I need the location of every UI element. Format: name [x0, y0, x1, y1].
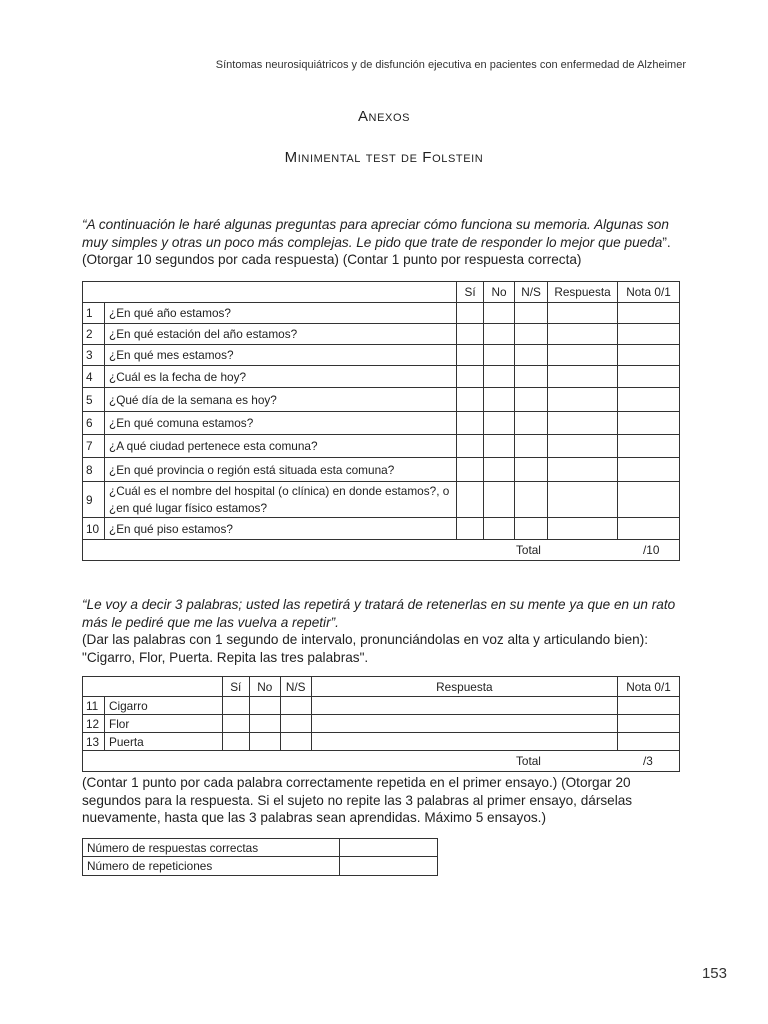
answer-no-cell[interactable]	[484, 435, 515, 458]
intro-paragraph-1	[82, 216, 687, 269]
col-nota: Nota 0/1	[618, 282, 680, 303]
recall-table	[82, 676, 680, 772]
answer-no-cell[interactable]	[484, 303, 515, 324]
header-spacer	[83, 677, 223, 697]
word-text: Flor	[104, 715, 222, 733]
answer-no-cell[interactable]	[484, 518, 515, 540]
answer-ns-cell[interactable]	[280, 697, 311, 715]
answer-si-cell[interactable]	[457, 324, 484, 345]
header-spacer	[83, 282, 457, 303]
question-text: ¿En qué comuna estamos?	[104, 412, 456, 435]
total-value: /10	[643, 543, 660, 557]
row-number: 6	[83, 412, 105, 435]
response-cell[interactable]	[548, 458, 618, 482]
score-cell[interactable]	[618, 435, 680, 458]
score-cell[interactable]	[618, 324, 680, 345]
col-no: No	[484, 282, 515, 303]
summary-table	[82, 838, 438, 876]
answer-no-cell[interactable]	[484, 482, 515, 518]
score-cell[interactable]	[618, 715, 680, 733]
table-row	[83, 733, 680, 751]
answer-ns-cell[interactable]	[515, 388, 548, 412]
answer-si-cell[interactable]	[222, 697, 249, 715]
answer-ns-cell[interactable]	[280, 715, 311, 733]
response-cell[interactable]	[548, 366, 618, 388]
score-cell[interactable]	[618, 366, 680, 388]
score-cell[interactable]	[618, 482, 680, 518]
answer-no-cell[interactable]	[484, 345, 515, 366]
answer-no-cell[interactable]	[484, 324, 515, 345]
question-text: ¿Qué día de la semana es hoy?	[104, 388, 456, 412]
answer-ns-cell[interactable]	[515, 412, 548, 435]
response-cell[interactable]	[548, 303, 618, 324]
total-row	[83, 751, 680, 772]
intro-note-2a: (Dar las palabras con 1 segundo de intervalo, pronunciándolas en voz alta y articulando bien):	[82, 632, 648, 647]
col-ns: N/S	[515, 282, 548, 303]
answer-ns-cell[interactable]	[515, 518, 548, 540]
intro-quote-1-end: ”.	[662, 234, 671, 250]
answer-ns-cell[interactable]	[515, 435, 548, 458]
total-label: Total	[516, 754, 541, 768]
answer-no-cell[interactable]	[484, 388, 515, 412]
answer-si-cell[interactable]	[457, 303, 484, 324]
answer-ns-cell[interactable]	[515, 324, 548, 345]
answer-no-cell[interactable]	[249, 715, 280, 733]
col-nota: Nota 0/1	[618, 677, 680, 697]
total-cell	[83, 751, 680, 772]
col-si: Sí	[222, 677, 249, 697]
row-number: 11	[83, 697, 105, 715]
answer-si-cell[interactable]	[457, 366, 484, 388]
total-row	[83, 540, 680, 561]
answer-ns-cell[interactable]	[280, 733, 311, 751]
answer-no-cell[interactable]	[484, 412, 515, 435]
intro-quote-2: “Le voy a decir 3 palabras; usted las repetirá y tratará de retenerlas en su mente ya que en un rato más le pediré que me las vuelva a repetir”.	[82, 597, 676, 630]
answer-si-cell[interactable]	[222, 733, 249, 751]
response-cell[interactable]	[548, 345, 618, 366]
row-number: 4	[83, 366, 105, 388]
question-text: ¿En qué estación del año estamos?	[104, 324, 456, 345]
table-row	[83, 482, 680, 518]
answer-si-cell[interactable]	[222, 715, 249, 733]
summary-label: Número de respuestas correctas	[83, 839, 340, 857]
annex-title: Anexos	[357, 108, 411, 125]
col-si: Sí	[457, 282, 484, 303]
intro-note-2b: "Cigarro, Flor, Puerta. Repita las tres palabras".	[82, 649, 369, 665]
orientation-table	[82, 281, 680, 561]
table-row	[83, 303, 680, 324]
test-title: Minimental test de Folstein	[284, 149, 484, 166]
table-row	[83, 366, 680, 388]
response-cell[interactable]	[548, 388, 618, 412]
answer-si-cell[interactable]	[457, 435, 484, 458]
response-cell[interactable]	[548, 482, 618, 518]
row-number: 2	[83, 324, 105, 345]
total-cell	[83, 540, 680, 561]
running-header: Síntomas neurosiquiátricos y de disfunción ejecutiva en pacientes con enfermedad de Alzheimer	[215, 59, 686, 71]
answer-ns-cell[interactable]	[515, 482, 548, 518]
table-row	[83, 697, 680, 715]
answer-ns-cell[interactable]	[515, 458, 548, 482]
table-row	[83, 412, 680, 435]
question-text: ¿Cuál es el nombre del hospital (o clínica) en donde estamos?, o ¿en qué lugar físico estamos?	[104, 482, 456, 518]
summary-value-cell[interactable]	[340, 839, 438, 857]
word-text: Puerta	[104, 733, 222, 751]
question-text: ¿En qué año estamos?	[104, 303, 456, 324]
summary-row	[83, 857, 438, 876]
row-number: 9	[83, 482, 105, 518]
response-cell[interactable]	[548, 412, 618, 435]
col-respuesta: Respuesta	[311, 677, 617, 697]
answer-no-cell[interactable]	[484, 458, 515, 482]
row-number: 8	[83, 458, 105, 482]
table-row	[83, 435, 680, 458]
answer-si-cell[interactable]	[457, 518, 484, 540]
answer-si-cell[interactable]	[457, 388, 484, 412]
response-cell[interactable]	[311, 715, 617, 733]
question-text: ¿A qué ciudad pertenece esta comuna?	[104, 435, 456, 458]
score-cell[interactable]	[618, 697, 680, 715]
intro-note-1: (Otorgar 10 segundos por cada respuesta) (Contar 1 punto por respuesta correcta)	[82, 252, 582, 267]
answer-no-cell[interactable]	[484, 366, 515, 388]
summary-row	[83, 839, 438, 857]
col-respuesta: Respuesta	[548, 282, 618, 303]
answer-si-cell[interactable]	[457, 482, 484, 518]
row-number: 7	[83, 435, 105, 458]
intro-paragraph-2	[82, 596, 687, 666]
table-row	[83, 345, 680, 366]
response-cell[interactable]	[548, 518, 618, 540]
row-number: 1	[83, 303, 105, 324]
answer-ns-cell[interactable]	[515, 345, 548, 366]
table-row	[83, 458, 680, 482]
row-number: 3	[83, 345, 105, 366]
page-number: 153	[701, 965, 727, 982]
score-cell[interactable]	[618, 458, 680, 482]
col-ns: N/S	[280, 677, 311, 697]
answer-si-cell[interactable]	[457, 458, 484, 482]
answer-ns-cell[interactable]	[515, 303, 548, 324]
response-cell[interactable]	[311, 733, 617, 751]
total-value: /3	[643, 754, 653, 768]
row-number: 13	[83, 733, 105, 751]
question-text: ¿En qué piso estamos?	[104, 518, 456, 540]
row-number: 12	[83, 715, 105, 733]
response-cell[interactable]	[548, 324, 618, 345]
table-row	[83, 518, 680, 540]
score-cell[interactable]	[618, 733, 680, 751]
question-text: ¿En qué provincia o región está situada esta comuna?	[104, 458, 456, 482]
word-text: Cigarro	[104, 697, 222, 715]
score-cell[interactable]	[618, 303, 680, 324]
answer-si-cell[interactable]	[457, 345, 484, 366]
row-number: 5	[83, 388, 105, 412]
answer-no-cell[interactable]	[249, 697, 280, 715]
score-cell[interactable]	[618, 412, 680, 435]
summary-label: Número de repeticiones	[83, 857, 340, 876]
response-cell[interactable]	[548, 435, 618, 458]
answer-si-cell[interactable]	[457, 412, 484, 435]
score-cell[interactable]	[618, 345, 680, 366]
score-cell[interactable]	[618, 388, 680, 412]
score-cell[interactable]	[618, 518, 680, 540]
col-no: No	[249, 677, 280, 697]
answer-no-cell[interactable]	[249, 733, 280, 751]
question-text: ¿En qué mes estamos?	[104, 345, 456, 366]
instructions-paragraph: (Contar 1 punto por cada palabra correctamente repetida en el primer ensayo.) (Otorgar 20 segundos para la respuesta. Si el sujeto no repite las 3 palabras al primer ensayo, dárselas nuevamente, hasta que las 3 palabras sean aprendidas. Máximo 5 ensayos.)	[82, 775, 633, 825]
summary-value-cell[interactable]	[340, 857, 438, 876]
answer-ns-cell[interactable]	[515, 366, 548, 388]
intro-quote-1: “A continuación le haré algunas preguntas para apreciar cómo funciona su memoria. Algunas son muy simples y otras un poco más complejas. Le pido que trate de responder lo mejor que pueda	[82, 217, 669, 250]
row-number: 10	[83, 518, 105, 540]
table-row	[83, 715, 680, 733]
response-cell[interactable]	[311, 697, 617, 715]
question-text: ¿Cuál es la fecha de hoy?	[104, 366, 456, 388]
table-row	[83, 388, 680, 412]
total-label: Total	[516, 543, 541, 557]
table-row	[83, 324, 680, 345]
